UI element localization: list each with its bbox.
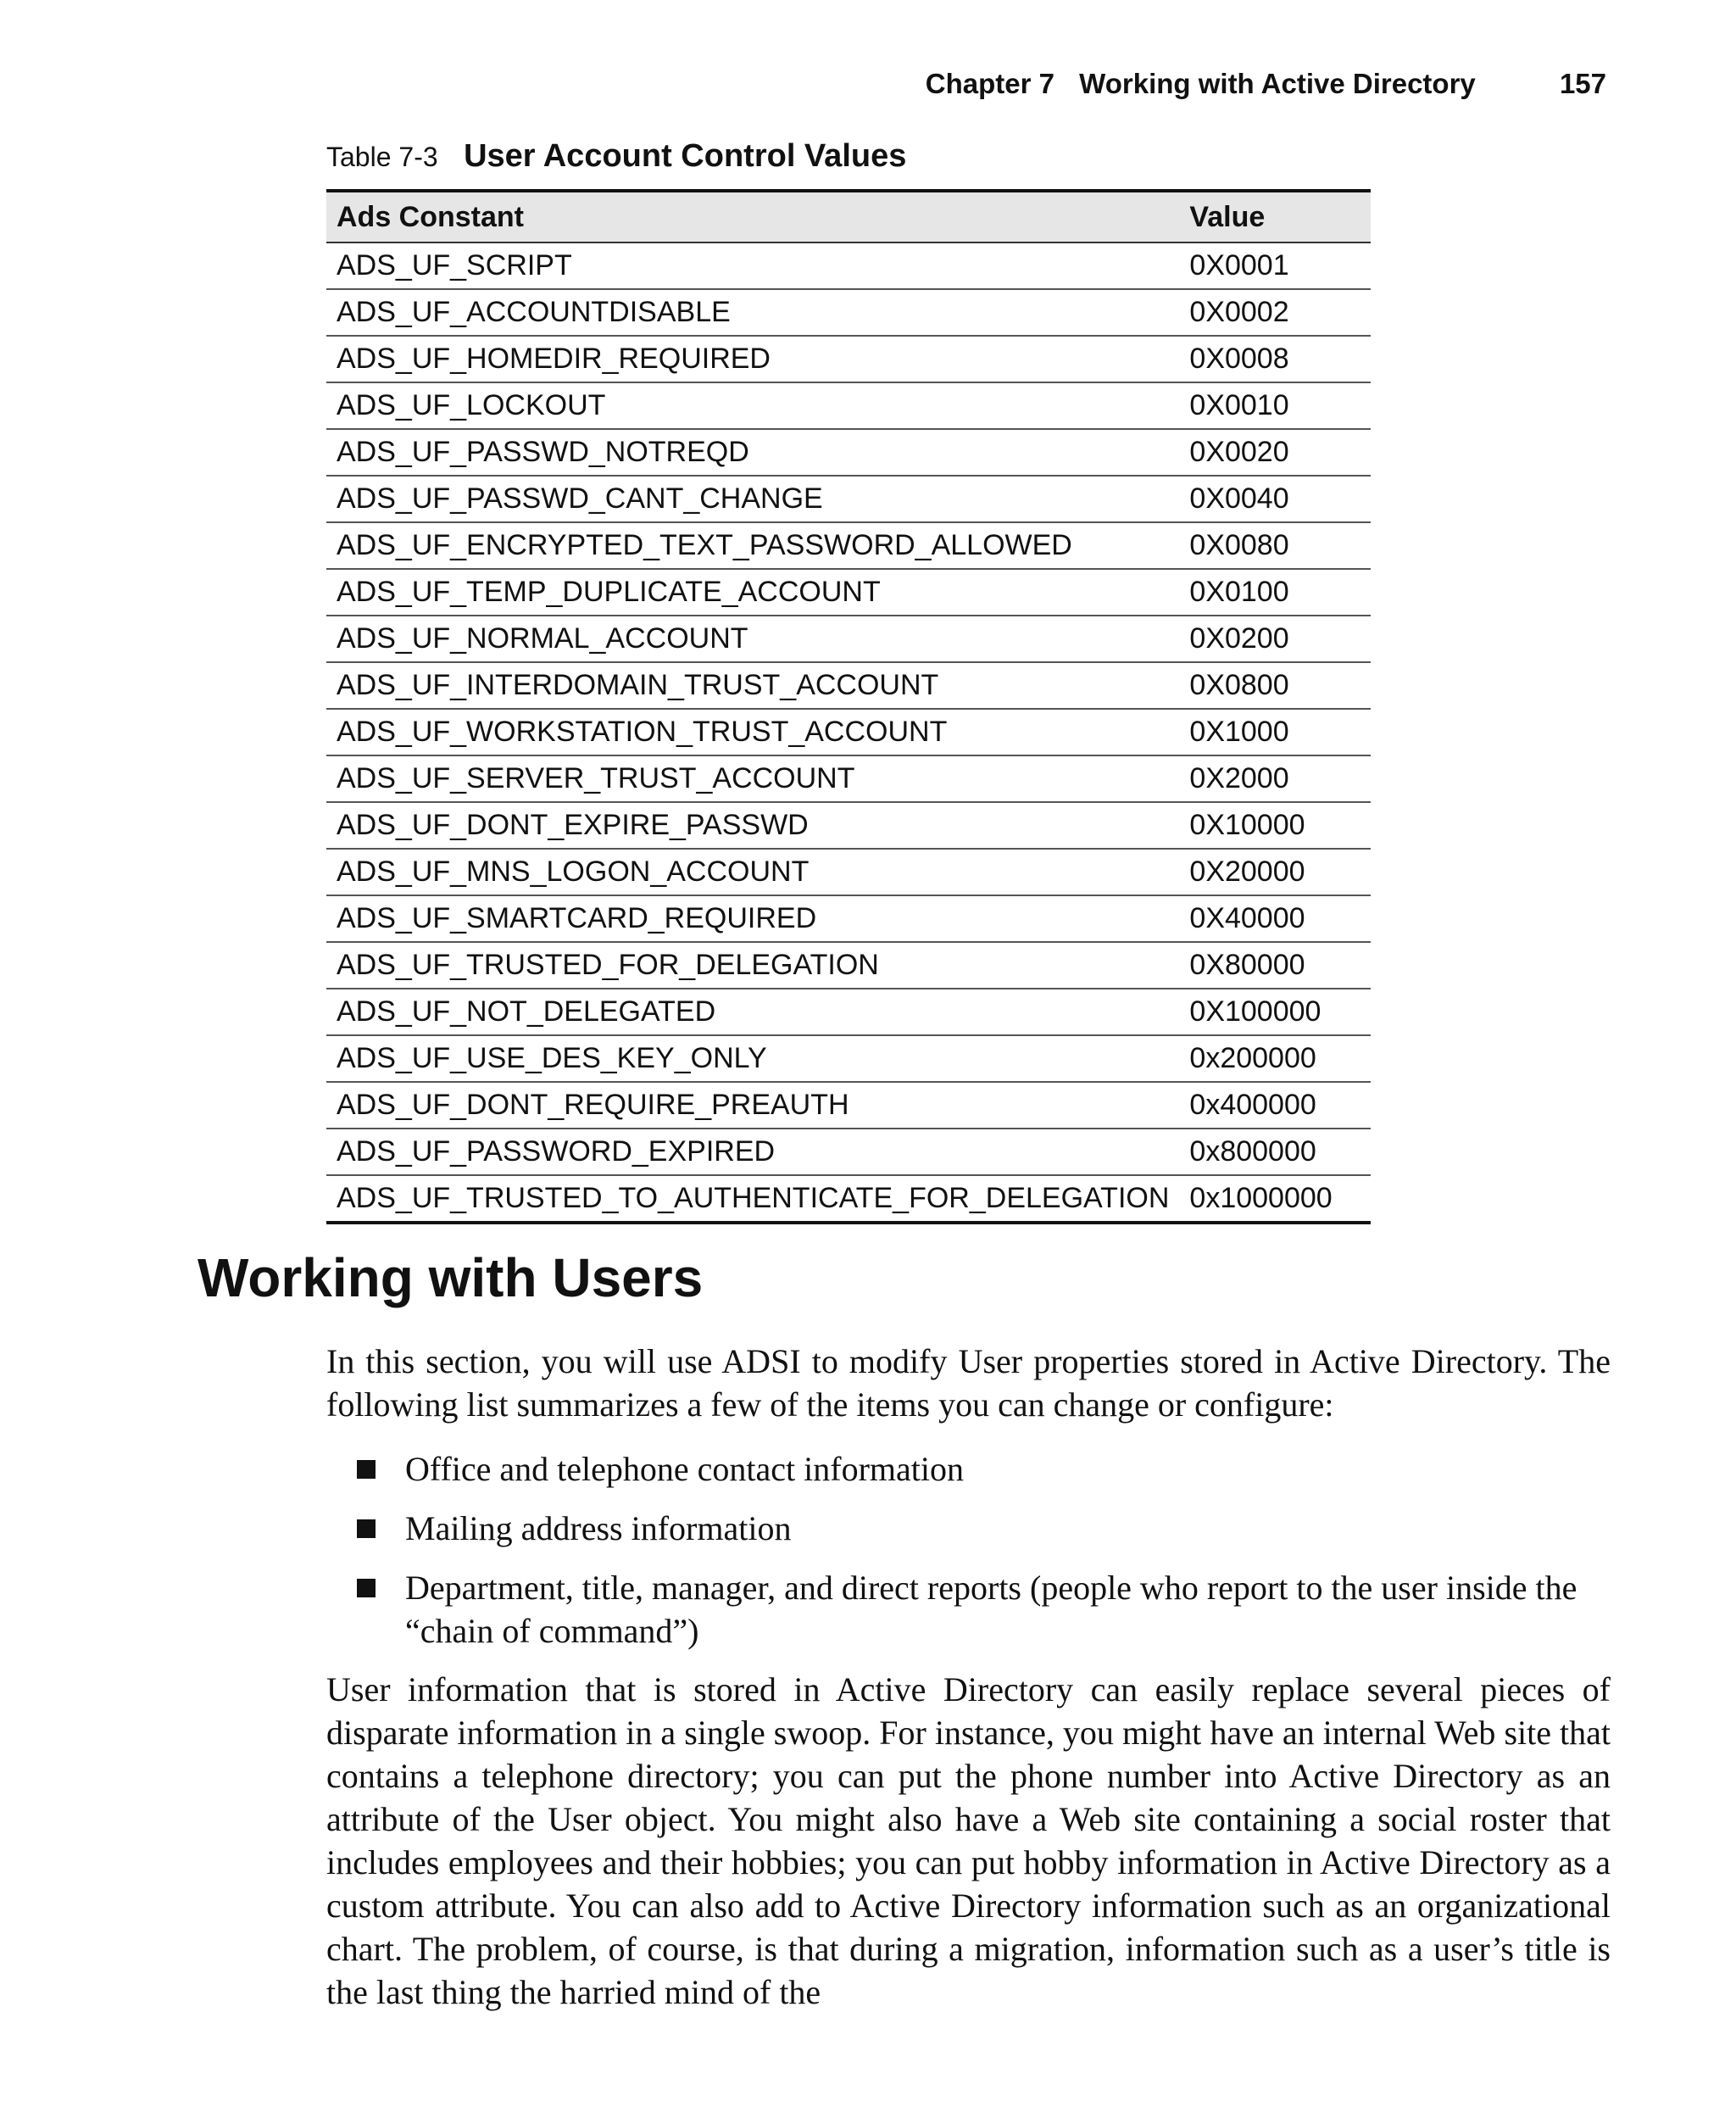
list-item (326, 1507, 1611, 1550)
ads-constant-cell: ADS_UF_ACCOUNTDISABLE (326, 289, 1179, 336)
list-item-text: Mailing address information (405, 1509, 792, 1547)
table-row (326, 1129, 1371, 1175)
table-row (326, 289, 1371, 336)
value-cell: 0X0001 (1179, 242, 1371, 289)
ads-constant-cell: ADS_UF_SCRIPT (326, 242, 1179, 289)
value-cell: 0x400000 (1179, 1082, 1371, 1129)
value-cell: 0X20000 (1179, 849, 1371, 895)
ads-constant-cell: ADS_UF_SERVER_TRUST_ACCOUNT (326, 755, 1179, 802)
value-cell: 0x800000 (1179, 1129, 1371, 1175)
ads-constant-cell: ADS_UF_ENCRYPTED_TEXT_PASSWORD_ALLOWED (326, 522, 1179, 569)
table-row (326, 802, 1371, 849)
value-cell: 0X0040 (1179, 476, 1371, 522)
ads-constant-cell: ADS_UF_LOCKOUT (326, 382, 1179, 429)
value-cell: 0X80000 (1179, 942, 1371, 989)
table-header-row (326, 191, 1371, 242)
ads-constant-cell: ADS_UF_HOMEDIR_REQUIRED (326, 336, 1179, 382)
ads-constant-cell: ADS_UF_USE_DES_KEY_ONLY (326, 1035, 1179, 1082)
ads-constant-cell: ADS_UF_WORKSTATION_TRUST_ACCOUNT (326, 709, 1179, 755)
ads-constant-cell: ADS_UF_PASSWD_CANT_CHANGE (326, 476, 1179, 522)
ads-constant-cell: ADS_UF_DONT_REQUIRE_PREAUTH (326, 1082, 1179, 1129)
ads-constant-cell: ADS_UF_TRUSTED_TO_AUTHENTICATE_FOR_DELEGATION (326, 1175, 1179, 1223)
table-row (326, 1035, 1371, 1082)
value-cell: 0X0100 (1179, 569, 1371, 616)
square-bullet-icon (357, 1460, 376, 1479)
value-cell: 0x1000000 (1179, 1175, 1371, 1223)
table-row (326, 242, 1371, 289)
column-header-value: Value (1179, 191, 1371, 242)
table-title: User Account Control Values (464, 138, 907, 174)
table-row (326, 849, 1371, 895)
table-row (326, 336, 1371, 382)
ads-constant-cell: ADS_UF_NOT_DELEGATED (326, 989, 1179, 1035)
table-row (326, 942, 1371, 989)
table-row (326, 476, 1371, 522)
ads-constant-cell: ADS_UF_MNS_LOGON_ACCOUNT (326, 849, 1179, 895)
table-row (326, 709, 1371, 755)
ads-constant-cell: ADS_UF_PASSWD_NOTREQD (326, 429, 1179, 476)
value-cell: 0X40000 (1179, 895, 1371, 942)
value-cell: 0X0080 (1179, 522, 1371, 569)
page-number: 157 (1559, 68, 1606, 99)
list-item (326, 1566, 1611, 1653)
table-row (326, 616, 1371, 662)
list-item (326, 1447, 1611, 1491)
square-bullet-icon (357, 1519, 376, 1538)
square-bullet-icon (357, 1579, 376, 1597)
table-row (326, 1082, 1371, 1129)
value-cell: 0X0008 (1179, 336, 1371, 382)
table-row (326, 429, 1371, 476)
chapter-label: Chapter 7 (925, 68, 1054, 99)
table-row (326, 1175, 1371, 1223)
table-row (326, 569, 1371, 616)
value-cell: 0X0002 (1179, 289, 1371, 336)
table-row (326, 382, 1371, 429)
user-account-control-table (326, 189, 1371, 1224)
table-body (326, 242, 1371, 1223)
intro-paragraph: In this section, you will use ADSI to modify User properties stored in Active Directory. The following list summarizes a few of the items you can change or configure: (326, 1342, 1611, 1424)
table-row (326, 989, 1371, 1035)
body-paragraph: User information that is stored in Active Directory can easily replace several pieces of disparate information in a single swoop. For instance, you might have an internal Web site that contains a telephone directory; you can put the phone number into Active Directory as an attribute of the User object. You might also have a Web site containing a social roster that includes employees and their hobbies; you can put hobby information in Active Directory as a custom attribute. You can also add to Active Directory information such as an organizational chart. The problem, of course, is that during a migration, information such as a user’s title is the last thing the harried mind of the (326, 1670, 1611, 2011)
chapter-title: Working with Active Directory (1079, 68, 1476, 99)
table-number: Table 7-3 (326, 142, 438, 172)
value-cell: 0X0010 (1179, 382, 1371, 429)
ads-constant-cell: ADS_UF_NORMAL_ACCOUNT (326, 616, 1179, 662)
ads-constant-cell: ADS_UF_SMARTCARD_REQUIRED (326, 895, 1179, 942)
ads-constant-cell: ADS_UF_TEMP_DUPLICATE_ACCOUNT (326, 569, 1179, 616)
ads-constant-cell: ADS_UF_INTERDOMAIN_TRUST_ACCOUNT (326, 662, 1179, 709)
value-cell: 0X0800 (1179, 662, 1371, 709)
list-item-text: Department, title, manager, and direct reports (people who report to the user inside the “chain of command”) (405, 1569, 1577, 1650)
table-row (326, 522, 1371, 569)
table-caption (326, 138, 906, 175)
list-item-text: Office and telephone contact information (405, 1450, 965, 1488)
ads-constant-cell: ADS_UF_TRUSTED_FOR_DELEGATION (326, 942, 1179, 989)
ads-constant-cell: ADS_UF_DONT_EXPIRE_PASSWD (326, 802, 1179, 849)
value-cell: 0X0020 (1179, 429, 1371, 476)
value-cell: 0X10000 (1179, 802, 1371, 849)
running-head (0, 68, 1606, 100)
column-header-constant: Ads Constant (326, 191, 1179, 242)
value-cell: 0x200000 (1179, 1035, 1371, 1082)
value-cell: 0X1000 (1179, 709, 1371, 755)
value-cell: 0X100000 (1179, 989, 1371, 1035)
value-cell: 0X2000 (1179, 755, 1371, 802)
table-row (326, 662, 1371, 709)
ads-constant-cell: ADS_UF_PASSWORD_EXPIRED (326, 1129, 1179, 1175)
value-cell: 0X0200 (1179, 616, 1371, 662)
table-row (326, 755, 1371, 802)
table-row (326, 895, 1371, 942)
bullet-list (326, 1447, 1611, 1669)
section-heading: Working with Users (198, 1247, 704, 1308)
